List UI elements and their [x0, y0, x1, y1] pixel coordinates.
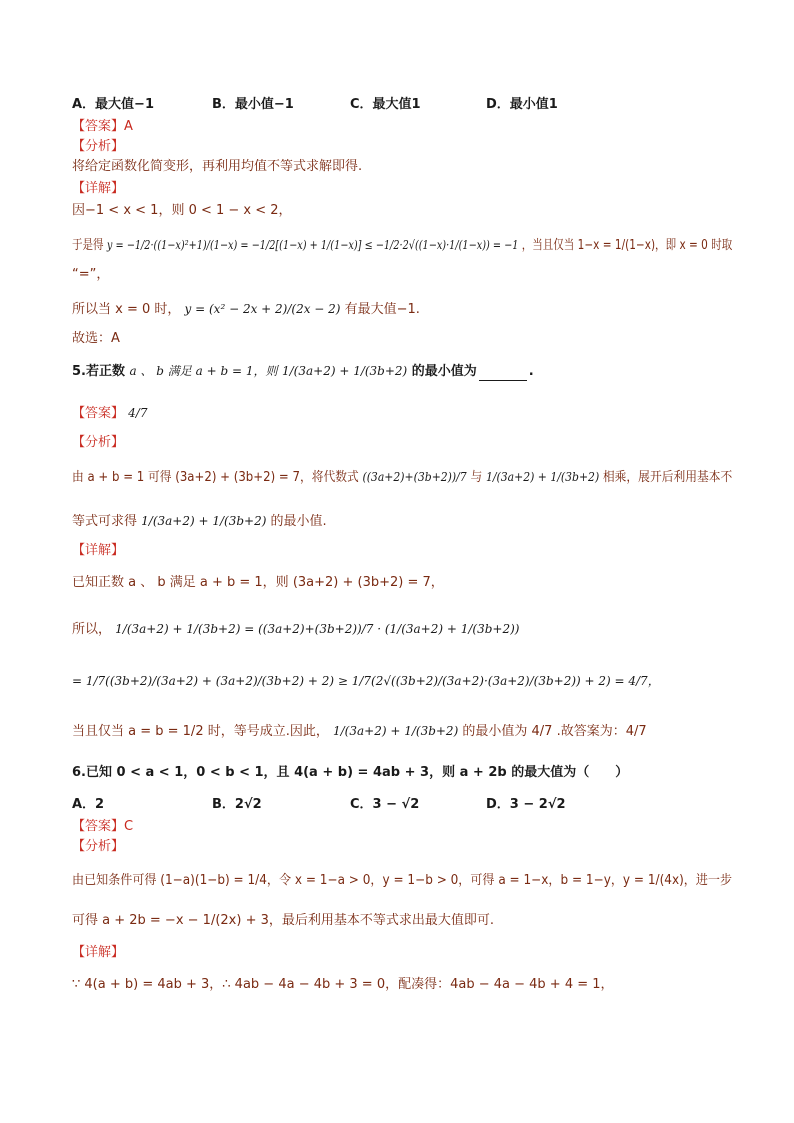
q5-detail-l3-math: = 1/7((3b+2)/(3a+2) + (3a+2)/(3b+2) + 2) ≥ 1/7(2√((3b+2)/(3a+2)·(3a+2)/(3b+2)) + 2) = 4/7，: [72, 674, 660, 688]
q5-analysis-line1: [72, 468, 732, 487]
q4-detail-line2: [72, 236, 732, 255]
detail-tag: 【详解】: [72, 945, 125, 960]
q5-analysis-l1-pre: 由 a + b = 1 可得 (3a+2) + (3b+2) = 7，将代数式: [72, 470, 359, 485]
analysis-tag: 【分析】: [72, 139, 125, 154]
q5-answer-row: [72, 404, 147, 423]
q6-analysis-line1: 由已知条件可得 (1−a)(1−b) = 1/4，令 x = 1−a > 0，y = 1−b > 0，可得 a = 1−x，b = 1−y，y = 1/(4x)，进一步: [72, 873, 733, 888]
q5-answer-blank: [479, 380, 527, 381]
q4-detail-line3: “=”，: [72, 267, 110, 282]
q5-detail-l4-post: 的最小值为 4/7 .故答案为：4/7: [462, 724, 647, 739]
answer-tag: 【答案】: [72, 819, 125, 834]
q4-option-a: A．最大值−1: [72, 97, 154, 112]
q4-option-b: B．最小值−1: [212, 97, 294, 112]
q6-option-a: A．2: [72, 797, 105, 812]
q5-analysis-l2-post: 的最小值.: [270, 514, 327, 529]
analysis-tag: 【分析】: [72, 435, 125, 450]
q6-option-b: B．2√2: [212, 797, 262, 812]
q6-detail-line1: ∵ 4(a + b) = 4ab + 3，∴ 4ab − 4a − 4b + 3 = 0，配凑得：4ab − 4a − 4b + 4 = 1，: [72, 977, 614, 992]
q4-choice: 故选：A: [72, 331, 120, 346]
q5-detail-line4: [72, 722, 647, 741]
q5-analysis-line2: [72, 512, 327, 531]
q5-stem-post: 的最小值为: [411, 364, 477, 379]
detail-tag: 【详解】: [72, 543, 125, 558]
q4-answer-row: [72, 118, 133, 136]
q5-detail-l2-pre: 所以，: [72, 622, 112, 637]
q4-detail-line2-pre: 于是得: [72, 238, 104, 253]
detail-tag: 【详解】: [72, 181, 125, 196]
document-page: [72, 0, 732, 1123]
q6-analysis-line2: 可得 a + 2b = −x − 1/(2x) + 3，最后利用基本不等式求出最大值即可.: [72, 913, 494, 928]
q5-detail-l2-math: 1/(3a+2) + 1/(3b+2) = ((3a+2)+(3b+2))/7 · (1/(3a+2) + 1/(3b+2)): [115, 622, 520, 636]
q5-detail-line1: 已知正数 a 、 b 满足 a + b = 1，则 (3a+2) + (3b+2) = 7，: [72, 575, 444, 590]
q4-detail-line1: 因−1 < x < 1，则 0 < 1 − x < 2，: [72, 203, 292, 218]
q4-detail-line4: [72, 300, 420, 319]
q4-detail-line4-pre: 所以当 x = 0 时，: [72, 302, 181, 317]
q4-detail-line4-math: y = (x² − 2x + 2)/(2x − 2): [184, 302, 341, 316]
q5-stem-end: .: [528, 364, 534, 379]
q4-option-c: C．最大值1: [350, 97, 421, 112]
q6-answer: C: [124, 819, 134, 834]
q5-analysis-l1-expr: 1/(3a+2) + 1/(3b+2): [485, 470, 600, 484]
q5-stem: [72, 362, 534, 381]
q5-analysis-l2-pre: 等式可求得: [72, 514, 138, 529]
q6-option-c: C．3 − √2: [350, 797, 420, 812]
q4-detail-line2-post: ，当且仅当 1−x = 1/(1−x)，即 x = 0 时取: [521, 238, 733, 253]
q5-analysis-l2-expr: 1/(3a+2) + 1/(3b+2): [141, 514, 267, 528]
q6-stem: 6.已知 0 < a < 1，0 < b < 1，且 4(a + b) = 4ab + 3，则 a + 2b 的最大值为（ ）: [72, 765, 629, 780]
q4-analysis-text: 将给定函数化简变形，再利用均值不等式求解即得.: [72, 159, 363, 174]
analysis-tag: 【分析】: [72, 839, 125, 854]
q5-analysis-l1-frac: ((3a+2)+(3b+2))/7: [362, 470, 467, 484]
q5-detail-l4-pre: 当且仅当 a = b = 1/2 时，等号成立.因此，: [72, 724, 329, 739]
q4-option-d: D．最小值1: [486, 97, 558, 112]
q4-answer: A: [124, 119, 133, 134]
q4-detail-line2-math: y = −1/2·((1−x)²+1)/(1−x) = −1/2[(1−x) + 1/(1−x)] ≤ −1/2·2√((1−x)·1/(1−x)) = −1: [106, 238, 519, 252]
q5-detail-line2: [72, 620, 519, 639]
answer-tag: 【答案】: [72, 119, 125, 134]
answer-tag: 【答案】: [72, 406, 125, 421]
q5-stem-mid: a 、 b 满足 a + b = 1，则: [129, 364, 278, 378]
q6-answer-row: [72, 818, 133, 836]
q6-option-d: D．3 − 2√2: [486, 797, 566, 812]
q5-detail-line3: [72, 672, 660, 691]
q5-analysis-l1-mid: 与: [470, 470, 483, 485]
q5-answer: 4/7: [128, 406, 148, 420]
q5-stem-expr: 1/(3a+2) + 1/(3b+2): [281, 364, 408, 378]
q5-analysis-l1-post: 相乘，展开后利用基本不: [602, 470, 733, 485]
q5-stem-pre: 5.若正数: [72, 364, 125, 379]
q4-detail-line4-post: 有最大值−1.: [344, 302, 420, 317]
q5-detail-l4-expr: 1/(3a+2) + 1/(3b+2): [333, 724, 459, 738]
